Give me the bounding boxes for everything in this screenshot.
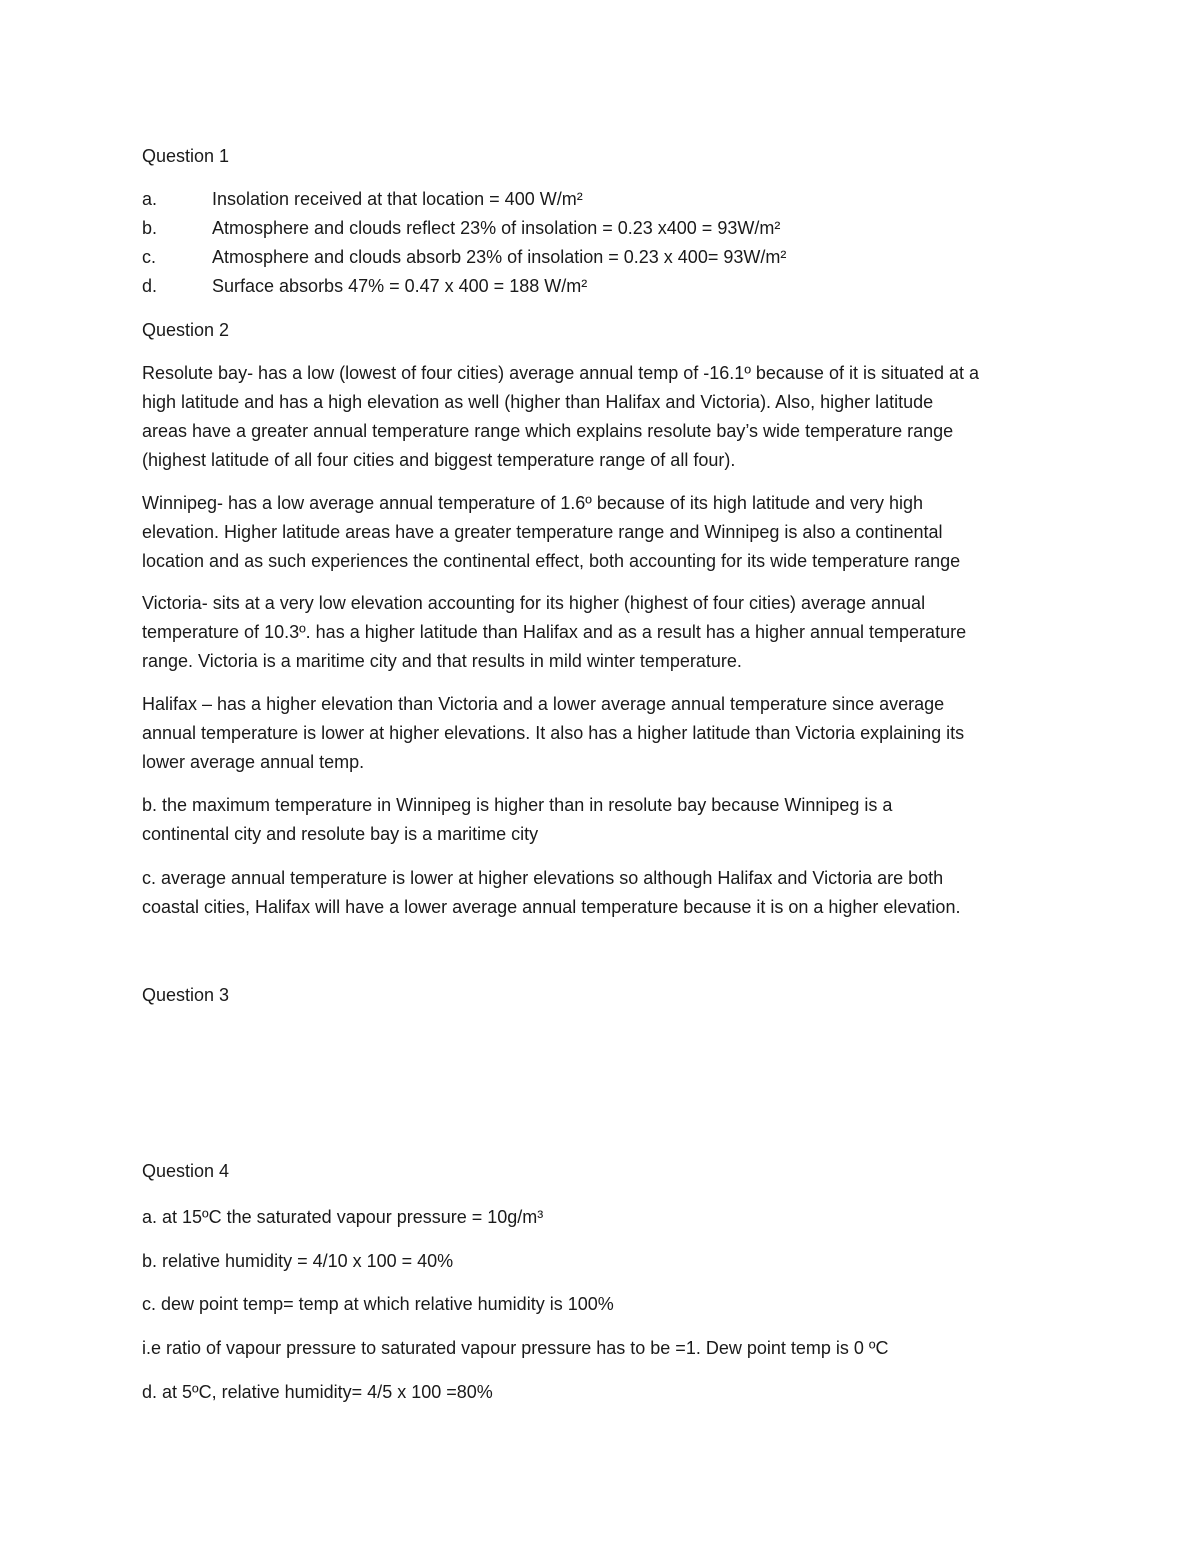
text-line: temperature of 10.3º. has a higher latitude than Halifax and as a result has a higher annual temperature: [142, 622, 967, 642]
question-3-heading: Question 3: [142, 985, 230, 1005]
paragraph-part-b: [142, 791, 1062, 849]
text-line: high latitude and has a high elevation as well (higher than Halifax and Victoria). Also, higher latitude: [142, 392, 934, 412]
question-1-item-d: [142, 274, 587, 298]
question-4-part-b: b. relative humidity = 4/10 x 100 = 40%: [142, 1251, 454, 1271]
text-line: annual temperature is lower at higher elevations. It also has a higher latitude than Victoria explaining its: [142, 723, 965, 743]
list-marker: a.: [142, 189, 158, 209]
paragraph-part-c: [142, 864, 1062, 922]
text-line: c. average annual temperature is lower at higher elevations so although Halifax and Victoria are both: [142, 868, 944, 888]
list-item-text: Atmosphere and clouds reflect 23% of insolation = 0.23 x400 = 93W/m²: [212, 218, 781, 238]
text-line: Halifax – has a higher elevation than Victoria and a lower average annual temperature since average: [142, 694, 945, 714]
text-line: range. Victoria is a maritime city and that results in mild winter temperature.: [142, 651, 742, 671]
question-4-heading: Question 4: [142, 1161, 230, 1181]
question-1-item-a: [142, 187, 583, 211]
text-line: Winnipeg- has a low average annual temperature of 1.6º because of its high latitude and very high: [142, 493, 924, 513]
paragraph-resolute-bay: [142, 359, 1062, 475]
text-line: coastal cities, Halifax will have a lower average annual temperature because it is on a higher elevation.: [142, 897, 961, 917]
text-line: elevation. Higher latitude areas have a greater temperature range and Winnipeg is also a continental: [142, 522, 943, 542]
text-line: Victoria- sits at a very low elevation accounting for its higher (highest of four cities) average annual: [142, 593, 926, 613]
paragraph-victoria: [142, 589, 1062, 676]
question-4-part-c: c. dew point temp= temp at which relative humidity is 100%: [142, 1294, 614, 1314]
question-4-part-d: d. at 5ºC, relative humidity= 4/5 x 100 =80%: [142, 1382, 493, 1402]
text-line: areas have a greater annual temperature range which explains resolute bay’s wide temperature range: [142, 421, 954, 441]
list-item-text: Surface absorbs 47% = 0.47 x 400 = 188 W/m²: [212, 276, 588, 296]
text-line: b. the maximum temperature in Winnipeg is higher than in resolute bay because Winnipeg is a: [142, 795, 893, 815]
text-line: (highest latitude of all four cities and biggest temperature range of all four).: [142, 450, 736, 470]
text-line: lower average annual temp.: [142, 752, 365, 772]
list-marker: c.: [142, 247, 157, 267]
question-1-heading: Question 1: [142, 146, 230, 166]
question-2-heading: Question 2: [142, 320, 230, 340]
question-1-item-b: [142, 216, 780, 240]
list-marker: d.: [142, 276, 158, 296]
list-item-text: Atmosphere and clouds absorb 23% of insolation = 0.23 x 400= 93W/m²: [212, 247, 787, 267]
question-4-ie-note: i.e ratio of vapour pressure to saturated vapour pressure has to be =1. Dew point temp is 0 ºC: [142, 1338, 889, 1358]
text-line: location and as such experiences the continental effect, both accounting for its wide temperature range: [142, 551, 961, 571]
text-line: continental city and resolute bay is a maritime city: [142, 824, 539, 844]
list-item-text: Insolation received at that location = 400 W/m²: [212, 189, 583, 209]
paragraph-halifax: [142, 690, 1062, 777]
question-1-item-c: [142, 245, 786, 269]
question-4-part-a: a. at 15ºC the saturated vapour pressure = 10g/m³: [142, 1207, 544, 1227]
text-line: Resolute bay- has a low (lowest of four cities) average annual temp of -16.1º because of it is situated at a: [142, 363, 980, 383]
list-marker: b.: [142, 218, 158, 238]
paragraph-winnipeg: [142, 489, 1062, 576]
